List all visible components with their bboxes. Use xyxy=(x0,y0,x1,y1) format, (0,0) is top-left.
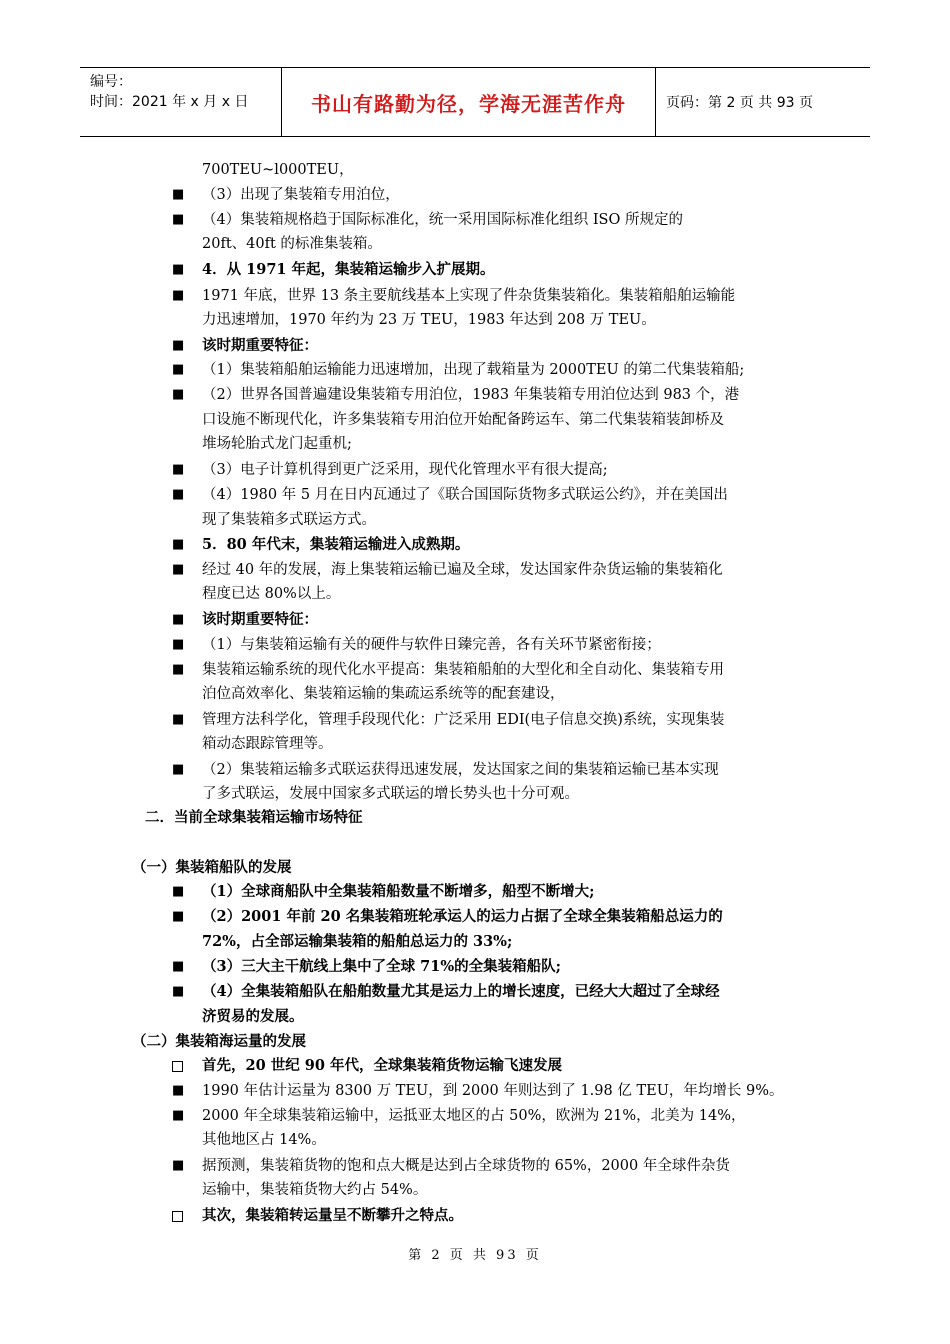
text-line: 700TEU~l000TEU， xyxy=(202,162,354,178)
bullet-icon: ■ xyxy=(172,537,185,552)
text-line: 2000 年全球集装箱运输中，运抵亚太地区的占 50%，欧洲为 21%，北美为 14%， xyxy=(202,1108,746,1124)
bullet-icon: ■ xyxy=(172,884,185,899)
bullet-icon: ■ xyxy=(172,462,185,477)
text-line: 济贸易的发展。 xyxy=(202,1008,304,1025)
text-line: （1）集装箱船舶运输能力迅速增加，出现了载箱量为 2000TEU 的第二代集装箱船; xyxy=(202,362,745,378)
text-line: （2）世界各国普遍建设集装箱专用泊位，1983 年集装箱专用泊位达到 983 个，港 xyxy=(202,387,740,403)
text-line: 堆场轮胎式龙门起重机; xyxy=(202,436,352,452)
subsection-heading: （二）集装箱海运量的发展 xyxy=(132,1033,306,1050)
bullet-icon: ■ xyxy=(172,984,185,999)
text-line: 1990 年估计运量为 8300 万 TEU，到 2000 年则达到了 1.98 亿 TEU，年均增长 9%。 xyxy=(202,1083,784,1099)
text-line: 1971 年底，世界 13 条主要航线基本上实现了件杂货集装箱化。集装箱船舶运输能 xyxy=(202,288,736,304)
text-line: 程度已达 80%以上。 xyxy=(202,586,341,602)
text-line: 首先，20 世纪 90 年代，全球集装箱货物运输飞速发展 xyxy=(202,1057,562,1074)
bullet-icon: ■ xyxy=(172,662,185,677)
page-footer: 第 2 页 共 93 页 xyxy=(408,1248,542,1263)
text-line: （2）集装箱运输多式联运获得迅速发展，发达国家之间的集装箱运输已基本实现 xyxy=(202,762,719,778)
bullet-icon: ■ xyxy=(172,262,185,277)
text-line: （3）出现了集装箱专用泊位， xyxy=(202,187,400,203)
text-line: 了多式联运，发展中国家多式联运的增长势头也十分可观。 xyxy=(202,786,579,802)
text-line: 72%，占全部运输集装箱的船舶总运力的 33%; xyxy=(202,933,513,950)
checkbox-bullet-icon xyxy=(172,1061,183,1072)
text-line: （4）集装箱规格趋于国际标准化，统一采用国际标准化组织 ISO 所规定的 xyxy=(202,212,683,228)
header-number: 编号： xyxy=(90,74,132,90)
subsection-heading: （一）集装箱船队的发展 xyxy=(132,859,292,876)
bullet-icon: ■ xyxy=(172,212,185,227)
sub-heading: 该时期重要特征： xyxy=(202,337,318,354)
bullet-icon: ■ xyxy=(172,1158,185,1173)
text-line: 管理方法科学化，管理手段现代化：广泛采用 EDI(电子信息交换)系统，实现集装 xyxy=(202,712,725,728)
bullet-icon: ■ xyxy=(172,362,185,377)
bullet-icon: ■ xyxy=(172,288,185,303)
bullet-icon: ■ xyxy=(172,187,185,202)
text-line: （3）三大主干航线上集中了全球 71%的全集装箱船队; xyxy=(202,958,561,975)
checkbox-bullet-icon xyxy=(172,1211,183,1222)
bullet-icon: ■ xyxy=(172,909,185,924)
section-heading: 4．从 1971 年起，集装箱运输步入扩展期。 xyxy=(202,261,495,278)
text-line: （1）全球商船队中全集装箱船数量不断增多，船型不断增大; xyxy=(202,883,595,900)
text-line: 其次，集装箱转运量呈不断攀升之特点。 xyxy=(202,1207,463,1224)
header-page-info: 页码：第 2 页 共 93 页 xyxy=(666,95,813,111)
text-line: 口设施不断现代化，许多集装箱专用泊位开始配备跨运车、第二代集装箱装卸桥及 xyxy=(202,412,724,428)
bullet-icon: ■ xyxy=(172,762,185,777)
bullet-icon: ■ xyxy=(172,1108,185,1123)
bullet-icon: ■ xyxy=(172,612,185,627)
text-line: （4）全集装箱船队在船舶数量尤其是运力上的增长速度，已经大大超过了全球经 xyxy=(202,983,720,1000)
text-line: 运输中，集装箱货物大约占 54%。 xyxy=(202,1182,428,1198)
text-line: （3）电子计算机得到更广泛采用，现代化管理水平有很大提高; xyxy=(202,462,608,478)
text-line: 力迅速增加，1970 年约为 23 万 TEU，1983 年达到 208 万 TEU。 xyxy=(202,312,656,328)
header-date: 时间：2021 年 x 月 x 日 xyxy=(90,94,249,110)
bullet-icon: ■ xyxy=(172,712,185,727)
text-line: 现了集装箱多式联运方式。 xyxy=(202,512,376,528)
text-line: 经过 40 年的发展，海上集装箱运输已遍及全球，发达国家件杂货运输的集装箱化 xyxy=(202,562,723,578)
text-line: 箱动态跟踪管理等。 xyxy=(202,736,333,752)
text-line: 集装箱运输系统的现代化水平提高：集装箱船舶的大型化和全自动化、集装箱专用 xyxy=(202,662,724,678)
header-motto: 书山有路勤为径，学海无涯苦作舟 xyxy=(282,68,656,136)
page-header xyxy=(80,67,870,137)
text-line: 20ft、40ft 的标准集装箱。 xyxy=(202,236,382,252)
bullet-icon: ■ xyxy=(172,387,185,402)
header-meta xyxy=(80,68,282,136)
text-line: （2）2001 年前 20 名集装箱班轮承运人的运力占据了全球全集装箱船总运力的 xyxy=(202,908,723,925)
text-line: 其他地区占 14%。 xyxy=(202,1132,326,1148)
section-heading: 5．80 年代末，集装箱运输进入成熟期。 xyxy=(202,536,470,553)
bullet-icon: ■ xyxy=(172,562,185,577)
bullet-icon: ■ xyxy=(172,338,185,353)
chapter-heading: 二．当前全球集装箱运输市场特征 xyxy=(145,809,363,826)
bullet-icon: ■ xyxy=(172,1083,185,1098)
text-line: （4）1980 年 5 月在日内瓦通过了《联合国国际货物多式联运公约》，并在美国出 xyxy=(202,487,728,503)
text-line: 泊位高效率化、集装箱运输的集疏运系统等的配套建设， xyxy=(202,686,565,702)
text-line: （1）与集装箱运输有关的硬件与软件日臻完善，各有关环节紧密衔接； xyxy=(202,637,661,653)
sub-heading: 该时期重要特征： xyxy=(202,611,318,628)
bullet-icon: ■ xyxy=(172,959,185,974)
text-line: 据预测，集装箱货物的饱和点大概是达到占全球货物的 65%，2000 年全球件杂货 xyxy=(202,1158,730,1174)
bullet-icon: ■ xyxy=(172,637,185,652)
bullet-icon: ■ xyxy=(172,487,185,502)
